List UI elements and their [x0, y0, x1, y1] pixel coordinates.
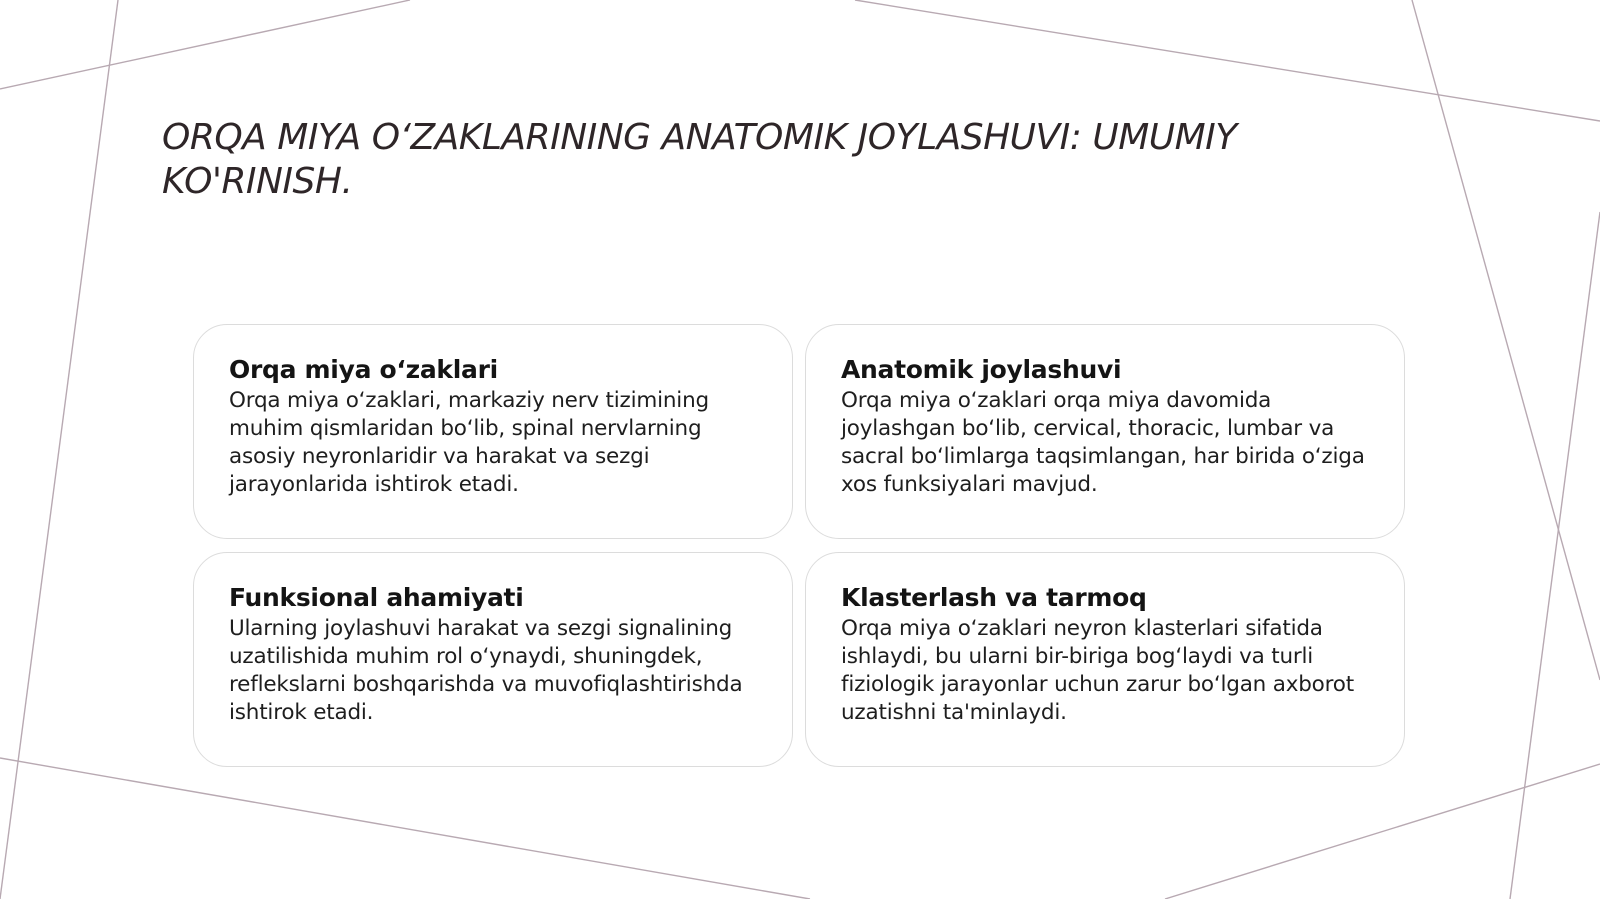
decorative-line: [1412, 0, 1600, 680]
decorative-line: [0, 0, 410, 89]
decorative-line: [0, 758, 810, 899]
card-text: Orqa miya o‘zaklari neyron klasterlari sifatida ishlaydi, bu ularni bir-biriga bog‘laydi va turli fiziologik jarayonlar uchun zarur bo‘lgan axborot uzatishni ta'minlaydi.: [841, 616, 1354, 725]
decorative-line: [855, 0, 1600, 121]
decorative-line: [0, 0, 118, 899]
card-text: Orqa miya o‘zaklari, markaziy nerv tizimining muhim qismlaridan bo‘lib, spinal nervlarning asosiy neyronlaridir va harakat va sezgi jarayonlarida ishtirok etadi.: [229, 388, 709, 497]
decorative-line: [1165, 764, 1600, 899]
card-heading: Klasterlash va tarmoq: [841, 583, 1147, 612]
decorative-line: [1510, 212, 1600, 899]
info-card-klasterlash-va-tarmoq: [805, 552, 1405, 767]
info-card-anatomik-joylashuvi: [805, 324, 1405, 539]
card-heading: Anatomik joylashuvi: [841, 355, 1122, 384]
page-title: ORQA MIYA O‘ZAKLARINING ANATOMIK JOYLASHUVI: UMUMIY KO'RINISH.: [162, 117, 1237, 202]
info-card-orqa-miya-ozaklari: [193, 324, 793, 539]
card-text: Ularning joylashuvi harakat va sezgi signalining uzatilishida muhim rol o‘ynaydi, shuningdek, reflekslarni boshqarishda va muvofiqlashtirishda ishtirok etadi.: [229, 616, 743, 725]
card-text: Orqa miya o‘zaklari orqa miya davomida joylashgan bo‘lib, cervical, thoracic, lumbar va sacral bo‘limlarga taqsimlangan, har birida o‘ziga xos funksiyalari mavjud.: [841, 388, 1365, 497]
info-card-funksional-ahamiyati: [193, 552, 793, 767]
card-heading: Funksional ahamiyati: [229, 583, 524, 612]
card-heading: Orqa miya o‘zaklari: [229, 355, 498, 384]
